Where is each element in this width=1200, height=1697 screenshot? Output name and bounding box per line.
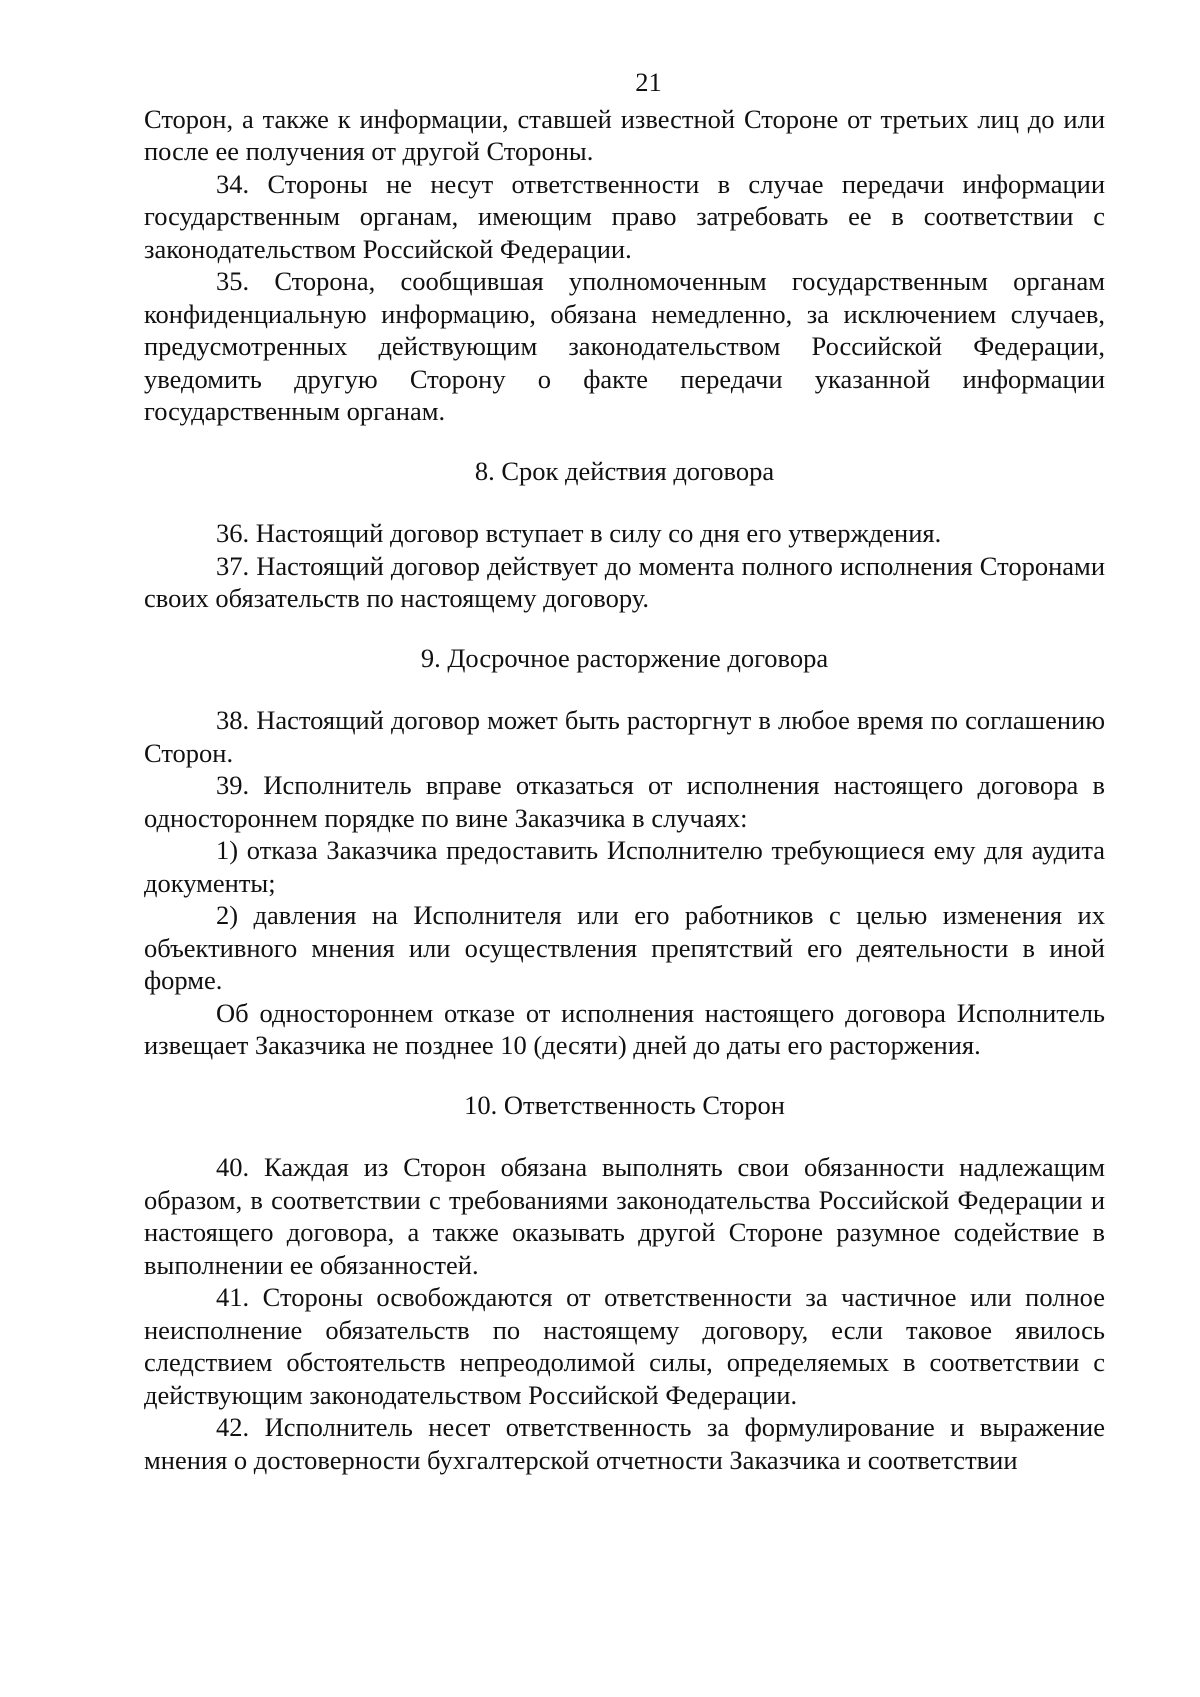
document-body	[144, 103, 1105, 1477]
page-number: 21	[635, 67, 662, 97]
paragraph: 39. Исполнитель вправе отказаться от исполнения настоящего договора в одностороннем порядке по вине Заказчика в случаях:	[144, 770, 1105, 833]
paragraph: 38. Настоящий договор может быть расторгнут в любое время по соглашению Сторон.	[144, 705, 1105, 768]
paragraph: Об одностороннем отказе от исполнения настоящего договора Исполнитель извещает Заказчика не позднее 10 (десяти) дней до даты его расторжения.	[144, 997, 1105, 1060]
paragraph: 37. Настоящий договор действует до момента полного исполнения Сторонами своих обязательств по настоящему договору.	[144, 550, 1105, 613]
section-heading: 9. Досрочное расторжение договора	[420, 642, 829, 673]
paragraph: Сторон, а также к информации, ставшей известной Стороне от третьих лиц до или после ее получения от другой Стороны.	[144, 103, 1105, 166]
paragraph: 34. Стороны не несут ответственности в случае передачи информации государственным органам, имеющим право затребовать ее в соответствии с законодательством Российской Федерации.	[144, 168, 1105, 264]
paragraph: 36. Настоящий договор вступает в силу со дня его утверждения.	[216, 518, 942, 548]
section-heading: 10. Ответственность Сторон	[464, 1089, 785, 1120]
paragraph: 35. Сторона, сообщившая уполномоченным государственным органам конфиденциальную информацию, обязана немедленно, за исключением случаев, предусмотренных действующим законодательством Российской Федерации, уведомить другую Сторону о факте передачи указанной информации государственным органам.	[144, 266, 1105, 426]
paragraph: 40. Каждая из Сторон обязана выполнять свои обязанности надлежащим образом, в соответствии с требованиями законодательства Российской Федерации и настоящего договора, а также оказывать другой Стороне разумное содействие в выполнении ее обязанностей.	[144, 1152, 1105, 1280]
paragraph: 41. Стороны освобождаются от ответственности за частичное или полное неисполнение обязательств по настоящему договору, если таковое явилось следствием обстоятельств непреодолимой силы, определяемых в соответствии с действующим законодательством Российской Федерации.	[144, 1282, 1105, 1410]
paragraph: 1) отказа Заказчика предоставить Исполнителю требующиеся ему для аудита документы;	[144, 835, 1105, 898]
paragraph: 2) давления на Исполнителя или его работников с целью изменения их объективного мнения или осуществления препятствий его деятельности в иной форме.	[144, 900, 1105, 995]
paragraph: 42. Исполнитель несет ответственность за формулирование и выражение мнения о достоверности бухгалтерской отчетности Заказчика и соответствии	[144, 1412, 1105, 1475]
section-heading: 8. Срок действия договора	[474, 455, 775, 486]
